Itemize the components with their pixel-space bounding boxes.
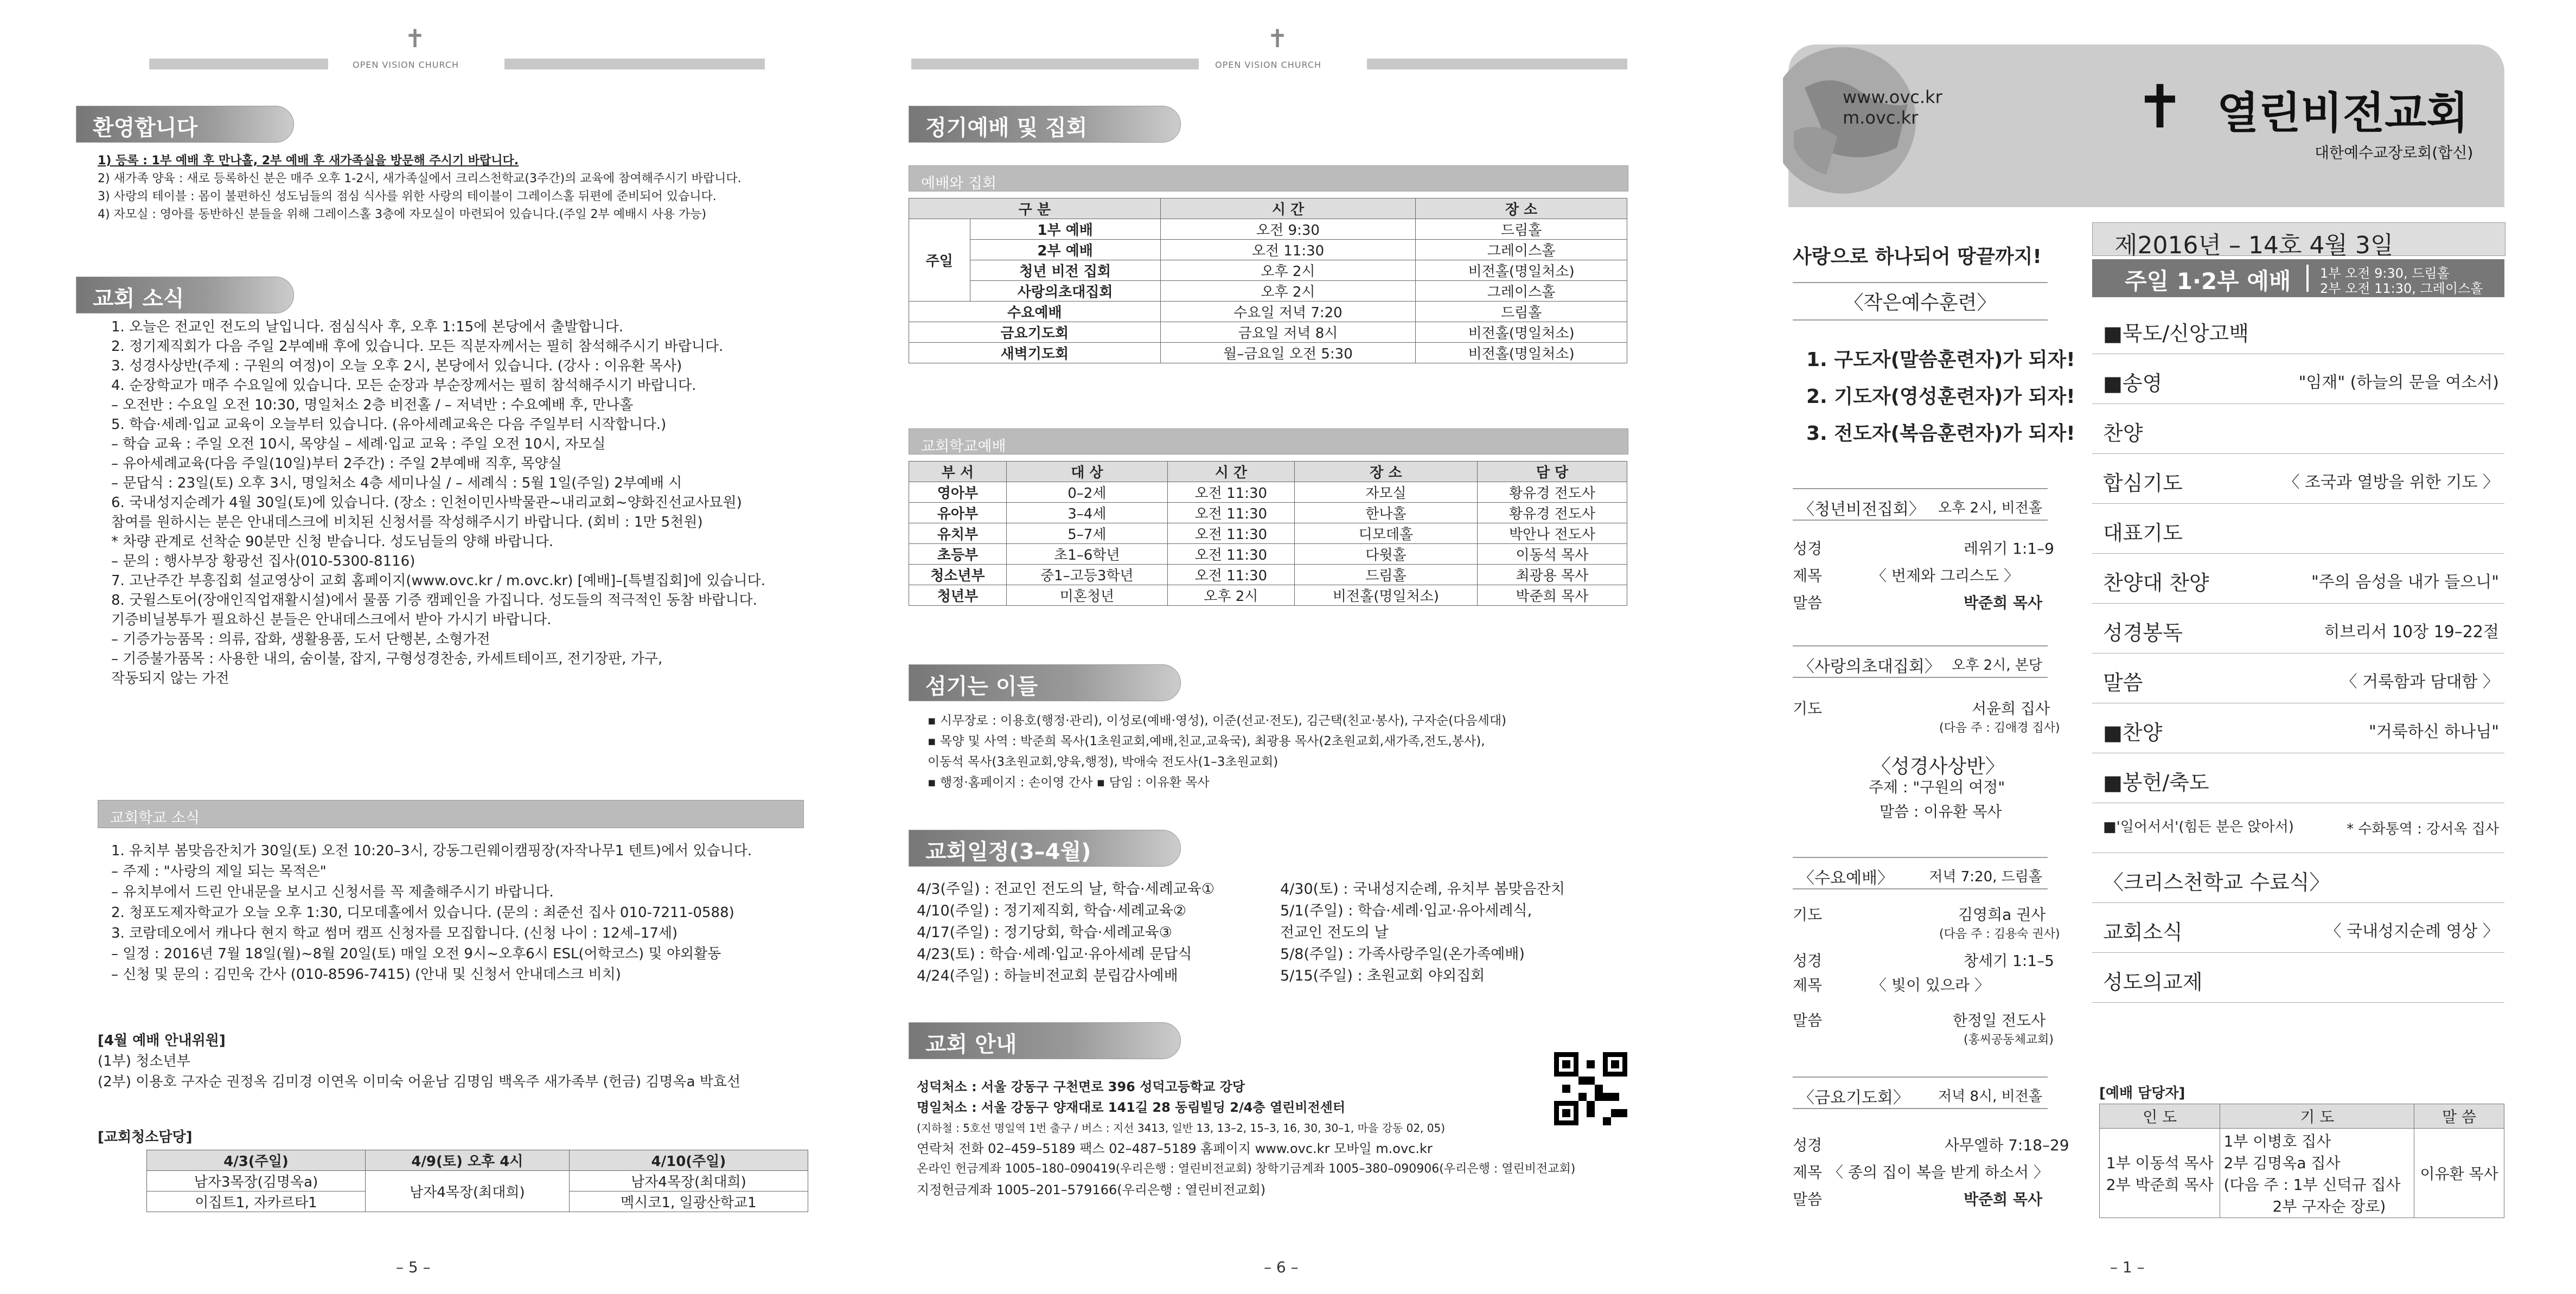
header-church-name: OPEN VISION CHURCH: [1215, 60, 1322, 70]
order-item-label: 〈크리스천학교 수료식〉: [2103, 870, 2330, 894]
worship-subtitle: 예배와 집회: [909, 165, 1628, 191]
motto: 사랑으로 하나되어 땅끝까지!: [1793, 246, 2042, 268]
order-item-label: ■'일어서서'(힘든 분은 앉아서): [2103, 819, 2294, 835]
order-item-value: "주의 음성을 내가 들으니": [2311, 573, 2499, 592]
order-item-value: 〈 거룩함과 담대함 〉: [2341, 672, 2499, 691]
school-worship-subtitle: 교회학교예배: [909, 428, 1628, 454]
cleaning-table: 4/3(주일) 4/9(토) 오후 4시 4/10(주일) 남자3목장(김명옥a) 남자4목장(최대희) 남자4목장(최대희) 이집트1, 자카르타1 멕시코1, 일광산학교1: [146, 1150, 808, 1212]
order-item: [2092, 753, 2504, 803]
order-item-label: ■묵도/신앙고백: [2103, 322, 2249, 345]
church-logo-icon: ✝: [1267, 24, 1288, 53]
order-item: [2092, 803, 2504, 853]
order-item-label: 대표기도: [2103, 521, 2183, 545]
order-item: [2092, 553, 2504, 604]
youth-meeting-header: 〈청년비전집회〉 오후 2시, 비전홀: [1793, 488, 2048, 521]
small-training-title: 〈작은예수훈련〉: [1793, 282, 2048, 321]
church-logo-icon: ✝: [404, 24, 426, 53]
school-news-title: 교회학교 소식: [98, 800, 804, 828]
duty-title: [예배 담당자]: [2099, 1085, 2185, 1101]
duty-table: 인 도 기 도 말 씀 1부 이동석 목사 2부 박준희 목사 1부 이병호 집사 2부 김명옥a 집사 (다음 주 : 1부 신덕규 집사 2부 구자순 장로) 이유환 목사: [2099, 1104, 2504, 1218]
qr-code-icon: [1554, 1052, 1627, 1125]
wed-worship-header: 〈수요예배〉 저녁 7:20, 드림홀: [1793, 857, 2048, 889]
order-item-label: 교회소식: [2103, 920, 2183, 944]
order-item-label: 성도의교제: [2103, 970, 2203, 994]
order-item-label: ■찬양: [2103, 721, 2163, 745]
calendar-section-title: 교회일정(3–4월): [909, 830, 1181, 867]
order-item-label: 찬양대 찬양: [2103, 571, 2209, 595]
order-item: [2092, 853, 2504, 903]
order-item: [2092, 902, 2504, 953]
order-item: [2092, 703, 2504, 753]
denomination: 대한예수교장로회(합신): [2315, 144, 2473, 162]
sunday-service-header: 주일 1·2부 예배 1부 오전 9:30, 드림홀 2부 오전 11:30, 그레이스홀: [2092, 259, 2504, 297]
fri-prayer-header: 〈금요기도회〉 저녁 8시, 비전홀: [1793, 1077, 2048, 1109]
worship-section-title: 정기예배 및 집회: [909, 106, 1181, 143]
info-list: 성덕처소 : 서울 강동구 구천면로 396 성덕고등학교 강당 명일처소 : 서울 강동구 양재대로 141길 28 동림빌딩 2/4층 열린비전센터 (지하철 : 5호선 명일역 1번 출구 / 버스 : 지선 3413, 일반 13, 13–2, 15–3, 16, 30, 30–1, 마을 강동 02, 05) 연락처 전화 02–459–5189 팩스 02–487–5189 홈페이지 www.ovc.kr 모바일 m.ovc.kr 온라인 헌금계좌 1005–180–090419(우리은행 : 열린비전교회) 창학기금계좌 1005–380–090906(우리은행 : 열린비전교회) 지정헌금계좌 1005–201–579166(우리은행 : 열린비전교회): [917, 1079, 1576, 1197]
church-name: 열린비전교회: [2217, 88, 2469, 138]
calendar-left: 4/3(주일) : 전교인 전도의 날, 학습·세례교육① 4/10(주일) : 정기제직회, 학습·세례교육② 4/17(주일) : 정기당회, 학습·세례교육③ 4/23(토) : 학습·세례·입교·유아세례 문답식 4/24(주일) : 하늘비전교회 분립감사예배: [917, 881, 1215, 984]
header-church-name: OPEN VISION CHURCH: [353, 60, 459, 70]
order-item-label: 성경봉독: [2103, 621, 2183, 645]
news-section-title: 교회 소식: [76, 277, 294, 313]
page-number: – 1 –: [2110, 1258, 2145, 1276]
news-list: 1. 오늘은 전교인 전도의 날입니다. 점심식사 후, 오후 1:15에 본당에서 출발합니다. 2. 정기제직회가 다음 주일 2부예배 후에 있습니다. 모든 직분자께서는 필히 참석해주시기 바랍니다. 3. 성경사상반(주제 : 구원의 여정)이 오늘 오후 2시, 본당에서 있습니다. (강사 : 이유환 목사) 4. 순장학교가 매주 수요일에 있습니다. 모든 순장과 부순장께서는 필히 참석해주시기 바랍니다. – 오전반 : 수요일 오전 10:30, 명일처소 2층 비전홀 / – 저녁반 : 수요예배 후, 만나홀 5. 학습·세례·입교 교육이 오늘부터 있습니다. (유아세례교육은 다음 주일부터 시작합니다.) – 학습 교육 : 주일 오전 10시, 목양실 – 세례·입교 교육 : 주일 오전 10시, 자모실 – 유아세례교육(다음 주일(10일)부터 2주간) : 주일 2부예배 직후, 목양실 – 문답식 : 23일(토) 오후 3시, 명일처소 4층 세미나실 / – 세례식 : 5월 1일(주일) 2부예배 시 6. 국내성지순례가 4월 30일(토)에 있습니다. (장소 : 인천이민사박물관~내리교회~양화진선교사묘원) 참여를 원하시는 분은 안내데스크에 비치된 신청서를 작성해주시기 바랍니다. (회비 : 1만 5천원) * 차량 관계로 선착순 90분만 신청 받습니다. 성도님들의 양해 바랍니다. – 문의 : 행사부장 황광선 집사(010-5300-8116) 7. 고난주간 부흥집회 설교영상이 교회 홈페이지(www.ovc.kr / m.ovc.kr) [예배]–[특별집회]에 있습니다. 8. 굿윌스토어(장애인직업재활시설)에서 물품 기증 캠페인을 가집니다. 성도들의 적극적인 동참 바랍니다. 기증비닐봉투가 필요하신 분들은 안내데스크에서 받아 가시기 바랍니다. – 기증가능품목 : 의류, 잡화, 생활용품, 도서 단행본, 소형가전 – 기증불가품목 : 사용한 내의, 숨이불, 잡지, 구형성경찬송, 카세트테이프, 전기장판, 가구, 작동되지 않는 가전: [111, 319, 766, 687]
page-6: [857, 0, 1725, 1294]
info-section-title: 교회 안내: [909, 1022, 1181, 1059]
page-5: [0, 0, 857, 1294]
church-logo-icon: ✝: [2134, 72, 2185, 142]
order-item-label: ■봉헌/축도: [2103, 771, 2209, 795]
order-item: [2092, 653, 2504, 703]
masthead-urls: www.ovc.kr m.ovc.kr: [1843, 87, 1942, 128]
school-news-list: 1. 유치부 봄맞음잔치가 30일(토) 오전 10:20–3시, 강동그린웨이캠핑장(자작나무1 텐트)에서 있습니다. – 주제 : "사랑의 제일 되는 목적은" – 유치부에서 드린 안내문을 보시고 신청서를 꼭 제출해주시기 바랍니다. 2. 청포도제자학교가 오늘 오후 1:30, 디모데홀에서 있습니다. (문의 : 최준선 집사 010-7211-0588) 3. 코람데오에서 캐나다 현지 학교 썸머 캠프 신청자를 모집합니다. (신청 나이 : 12세–17세) – 일정 : 2016년 7월 18일(월)~8월 20일(토) 매일 오전 9시~오후6시 ESL(어학코스) 및 야외활동 – 신청 및 문의 : 김민욱 간사 (010-8596-7415) (안내 및 신청서 안내데스크 비치): [111, 843, 752, 983]
love-meeting-header: 〈사랑의초대집회〉 오후 2시, 본당: [1793, 645, 2048, 678]
order-item-label: 말씀: [2103, 671, 2143, 695]
order-item-value: * 수화통역 : 강서옥 집사: [2347, 821, 2499, 837]
page-number: – 6 –: [1264, 1258, 1299, 1276]
worship-staff: [4월 예배 안내위원] (1부) 청소년부 (2부) 이용호 구자순 권정옥 김미경 이연옥 이미숙 어윤남 김명임 백옥주 새가족부 (헌금) 김명옥a 박효선: [98, 1033, 741, 1090]
order-item-value: "임재" (하늘의 문을 여소서): [2298, 373, 2499, 392]
order-item-label: 찬양: [2103, 421, 2143, 445]
order-item: [2092, 603, 2504, 654]
school-table: 부 서 대 상 시 간 장 소 담 당 영아부 0–2세 오전 11:30 자모실 황유경 전도사 유아부 3–4세 오전 11:30 한나홀 황유경 전도사 유치부 5–7세 오전 11:30 디모데홀 박안나 전도사 초등부 초1–6학년 오전 11:30 다윗홀 이동석 목사 청소년부 중1–고등3학년 오전 11:30 드림홀 최광용 목사 청년부 미혼청년 오후 2시 비전홀(명일처소) 박준희 목사: [909, 461, 1627, 606]
order-item: [2092, 453, 2504, 504]
order-item: [2092, 403, 2504, 454]
order-item-value: 〈 국내성지순례 영상 〉: [2325, 922, 2499, 941]
worship-table: 구 분 시 간 장 소 주일 1부 예배 오전 9:30 드림홀 2부 예배 오전 11:30 그레이스홀 청년 비전 집회 오후 2시 비전홀(명일처소) 사랑의초대집회 오후 2시 그레이스홀 수요예배 수요일 저녁 7:20 드림홀 금요기도회 금요일 저녁 8시 비전홀(명일처소) 새벽기도회 월–금요일 오전 5:30 비전홀(명일처소): [909, 198, 1627, 363]
masthead: [1788, 44, 2504, 207]
welcome-section-title: 환영합니다: [76, 106, 294, 143]
page-number: – 5 –: [396, 1258, 431, 1276]
welcome-list: 1) 등록 : 1부 예배 후 만나홀, 2부 예배 후 새가족실을 방문해 주시기 바랍니다. 2) 새가족 양육 : 새로 등록하신 분은 매주 오후 1-2시, 새가족실에서 크리스천학교(3주간)의 교육에 참여해주시기 바랍니다. 3) 사랑의 테이블 : 몸이 불편하신 성도님들의 점심 식사를 위한 사랑의 테이블이 그레이스홀 뒤편에 준비되어 있습니다. 4) 자모실 : 영아를 동반하신 분들을 위해 그레이스홀 3층에 자모실이 마련되어 있습니다.(주일 2부 예배시 사용 가능): [98, 154, 742, 221]
order-item-value: 〈 조국과 열방을 위한 기도 〉: [2283, 473, 2499, 492]
order-item-label: 합심기도: [2103, 471, 2183, 495]
order-item: [2092, 952, 2504, 1003]
cleaning-title: [교회청소담당]: [98, 1129, 193, 1145]
order-item: [2092, 503, 2504, 554]
small-training-list: 1. 구도자(말씀훈련자)가 되자! 2. 기도자(영성훈련자)가 되자! 3. 전도자(복음훈련자)가 되자!: [1806, 349, 2075, 445]
issue-date: 제2016년 – 14호 4월 3일: [2092, 222, 2505, 256]
order-item-value: "거룩하신 하나님": [2369, 722, 2499, 741]
calendar-right: 4/30(토) : 국내성지순례, 유치부 봄맞음잔치 5/1(주일) : 학습·세례·입교·유아세례식, 전교인 전도의 날 5/8(주일) : 가족사랑주일(온가족예배) 5/15(주일) : 초원교회 야외집회: [1280, 881, 1565, 984]
order-item: [2092, 304, 2504, 354]
order-item-value: 히브리서 10장 19–22절: [2324, 623, 2499, 642]
order-item-label: ■송영: [2103, 371, 2163, 395]
servants-section-title: 섬기는 이들: [909, 664, 1181, 701]
order-item: [2092, 354, 2504, 404]
servants-list: ▪ 시무장로 : 이용호(행정·관리), 이성로(예배·영성), 이준(선교·전도), 김근택(친교·봉사), 구자순(다음세대) ▪ 목양 및 사역 : 박준희 목사(1초원교회,예배,친교,교육국), 최광용 목사(2초원교회,새가족,전도,봉사), 이동석 목사(3초원교회,양육,행정), 박애숙 전도사(1–3초원교회) ▪ 행정·홈페이지 : 손이영 간사 ▪ 담임 : 이유환 목사: [928, 714, 1507, 790]
